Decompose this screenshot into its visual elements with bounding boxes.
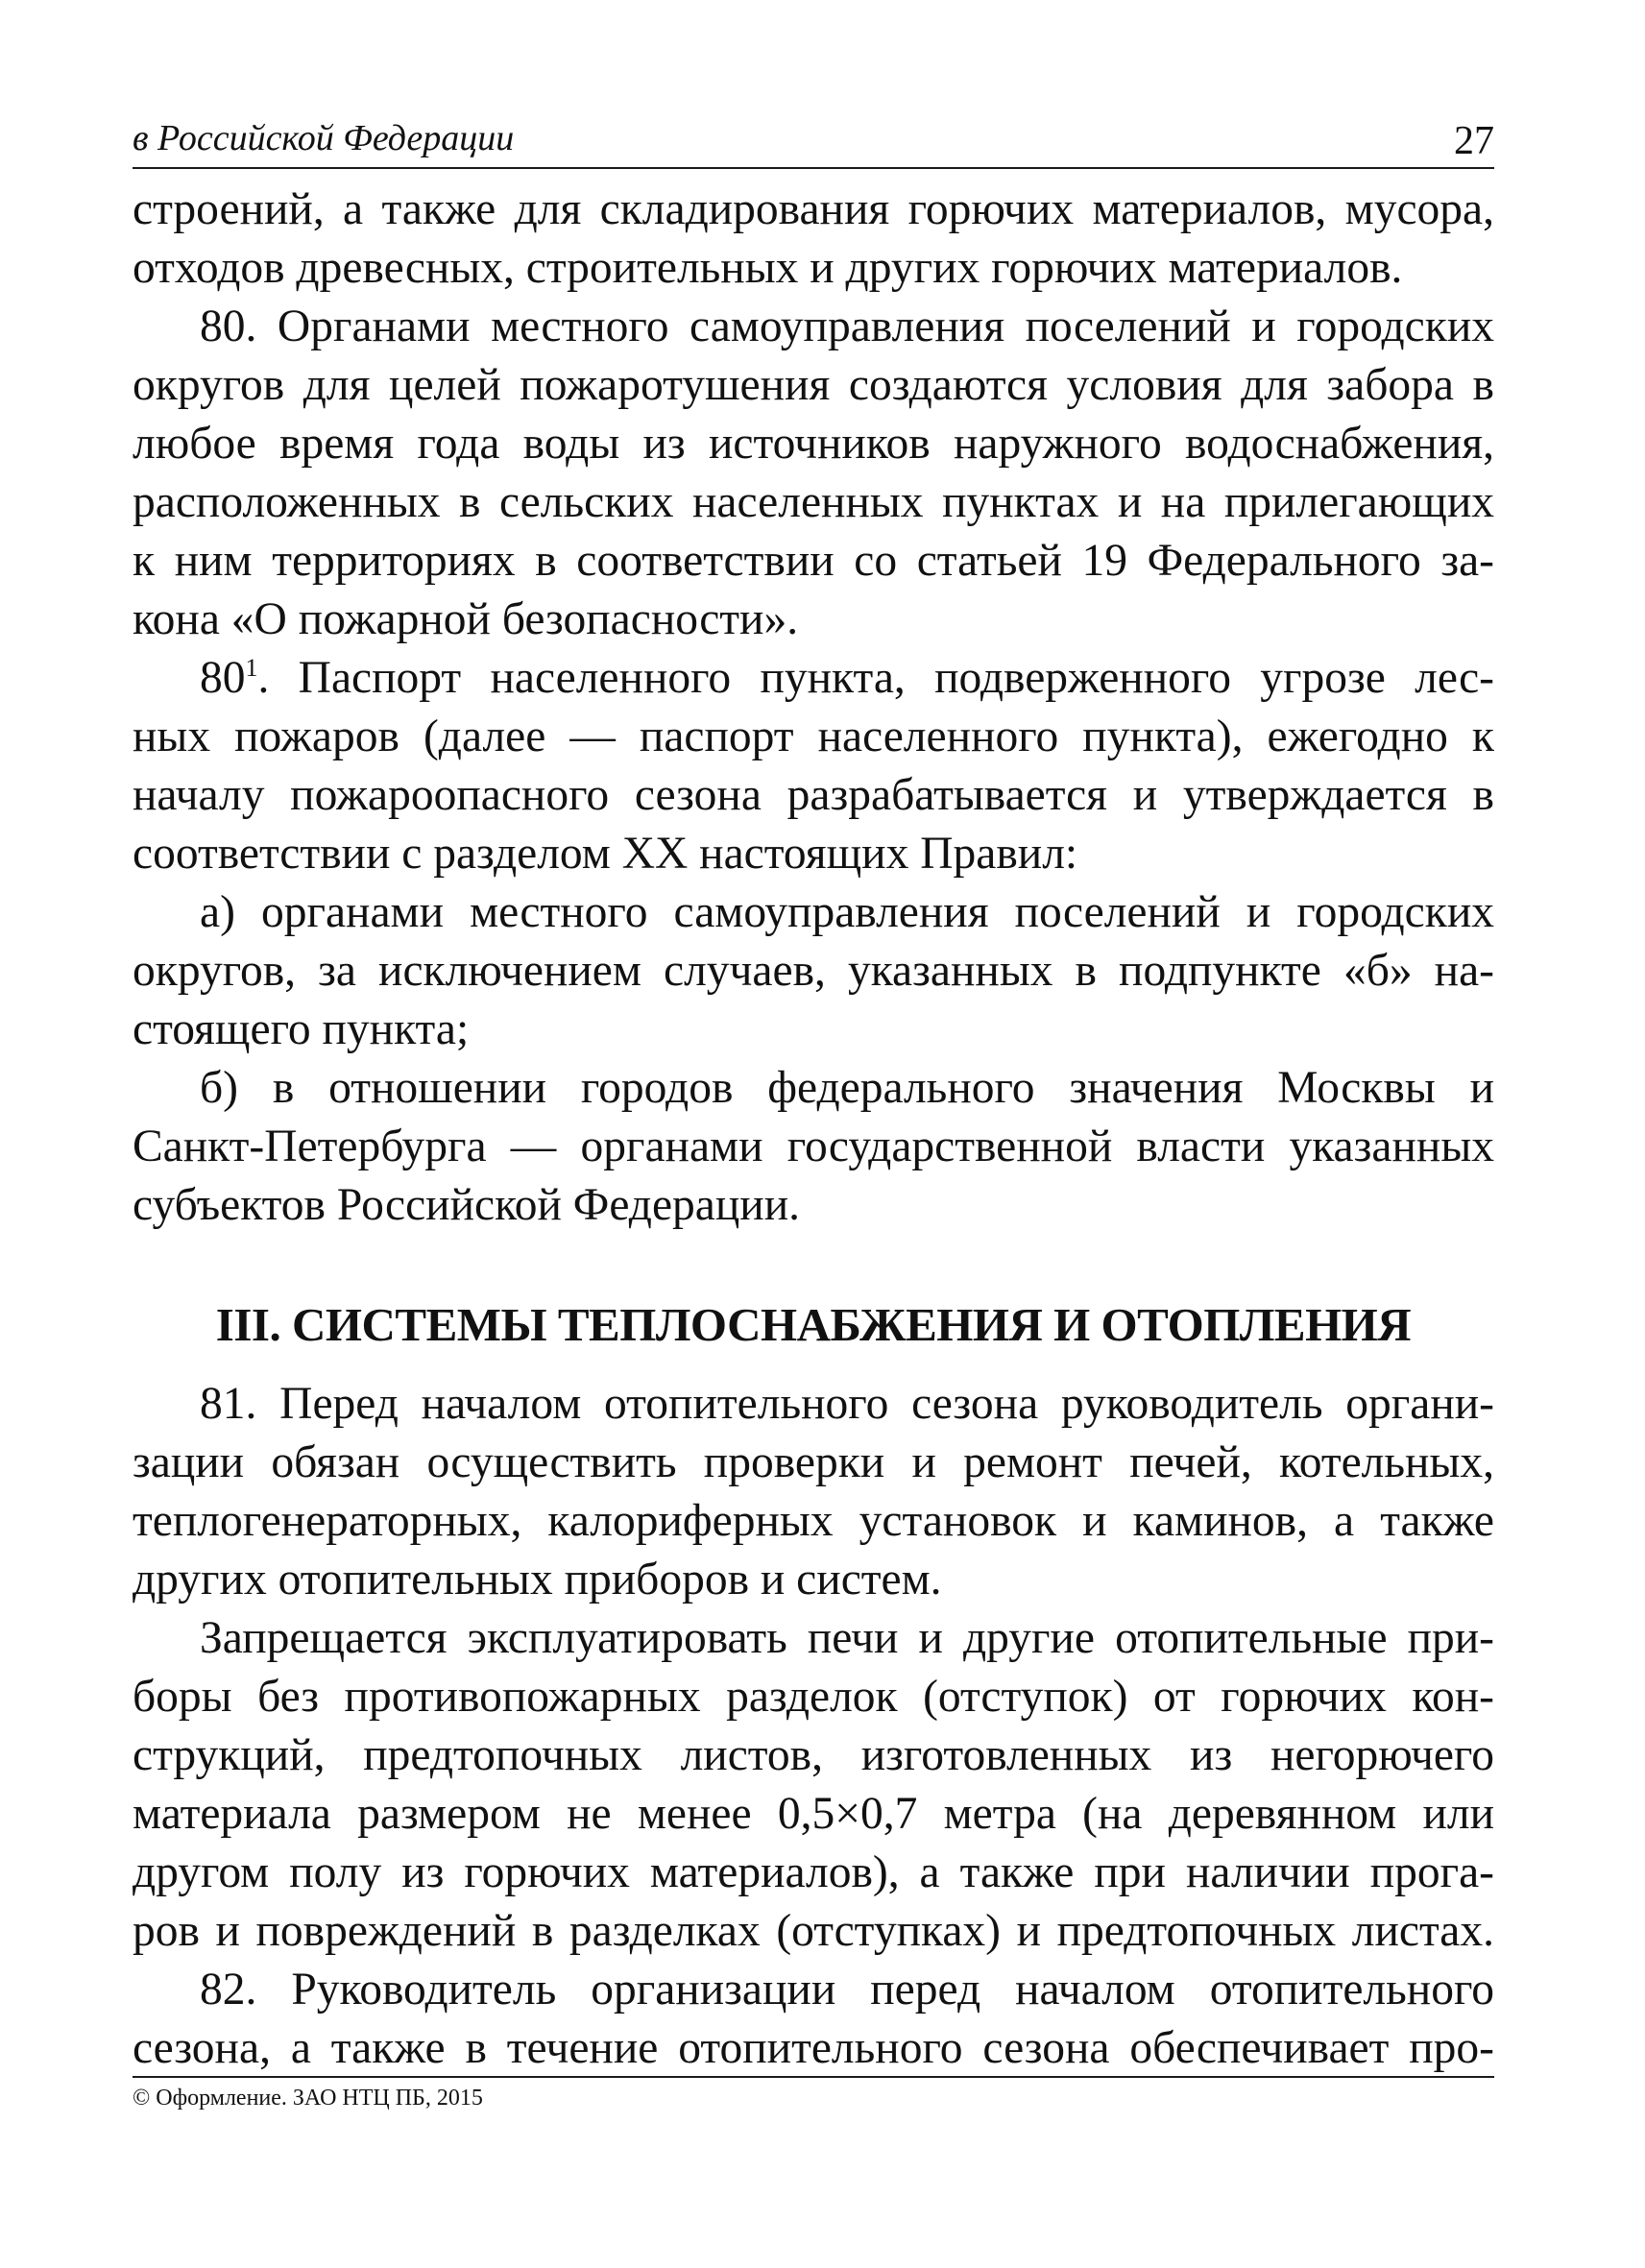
paragraph-82-line: 82. Руководитель организации перед началом отопительного [200, 1965, 1494, 2015]
paragraph-80-line: 80. Органами местного самоуправления поселений и городских [200, 302, 1494, 351]
text-line: сезона, а также в течение отопительного сезона обеспечивает про- [133, 2023, 1494, 2073]
text-line: других отопительных приборов и систем. [133, 1555, 942, 1604]
paragraph-prohibition-line: Запрещается эксплуатировать печи и другие отопительные при- [200, 1613, 1494, 1663]
text-line: округов для целей пожаротушения создаются условия для забора в [133, 360, 1494, 410]
superscript: 1 [245, 654, 258, 683]
text-line: Санкт-Петербурга — органами государственной власти указанных [133, 1122, 1494, 1171]
page-number: 27 [1454, 119, 1494, 163]
page-footer [133, 2076, 1494, 2112]
text-line: зации обязан осуществить проверки и ремонт печей, котельных, [133, 1437, 1494, 1487]
text-line: строений, а также для складирования горючих материалов, мусора, [133, 184, 1494, 234]
text-line: отходов древесных, строительных и других горючих материалов. [133, 243, 1403, 293]
text-line: боры без противопожарных разделок (отступок) от горючих кон- [133, 1672, 1494, 1722]
paragraph-81-line: 81. Перед началом отопительного сезона руководитель органи- [200, 1379, 1494, 1429]
text-line: ров и повреждений в разделках (отступках) и предтопочных листах. [133, 1906, 1494, 1956]
text-line: ных пожаров (далее — паспорт населенного пункта), ежегодно к [133, 712, 1494, 761]
text-line: струкций, предтопочных листов, изготовленных из негорючего [133, 1730, 1494, 1780]
paragraph-80-1-line [133, 649, 1494, 708]
paragraph-number: 80 [200, 653, 246, 703]
text-line: к ним территориях в соответствии со статьей 19 Федерального за- [133, 536, 1494, 586]
subitem-a-line: а) органами местного самоуправления поселений и городских [200, 887, 1494, 937]
text-line: кона «О пожарной безопасности». [133, 594, 799, 644]
text-line: материала размером не менее 0,5×0,7 метра (на деревянном или [133, 1789, 1494, 1839]
text-line: соответствии с разделом XX настоящих Правил: [133, 829, 1078, 879]
copyright-notice: © Оформление. ЗАО НТЦ ПБ, 2015 [133, 2086, 483, 2111]
text-line: субъектов Российской Федерации. [133, 1180, 801, 1230]
text-line: округов, за исключением случаев, указанных в подпункте «б» на- [133, 946, 1494, 996]
section-heading: III. СИСТЕМЫ ТЕПЛОСНАБЖЕНИЯ И ОТОПЛЕНИЯ [215, 1298, 1412, 1351]
text-line: началу пожароопасного сезона разрабатывается и утверждается в [133, 770, 1494, 820]
text-line: расположенных в сельских населенных пунктах и на прилегающих [133, 477, 1494, 527]
text-line: теплогенераторных, калориферных установок и каминов, а также [133, 1496, 1494, 1546]
text-line: другом полу из горючих материалов), а также при наличии прога- [133, 1847, 1494, 1897]
running-header [133, 113, 1494, 169]
paragraph-text: . Паспорт населенного пункта, подверженного угрозе лес- [257, 653, 1494, 703]
subitem-b-line: б) в отношении городов федерального значения Москвы и [200, 1063, 1494, 1113]
running-title: в Российской Федерации [133, 118, 515, 158]
text-line: стоящего пункта; [133, 1004, 470, 1054]
body-text [133, 181, 1494, 2078]
text-line: любое время года воды из источников наружного водоснабжения, [133, 419, 1494, 469]
